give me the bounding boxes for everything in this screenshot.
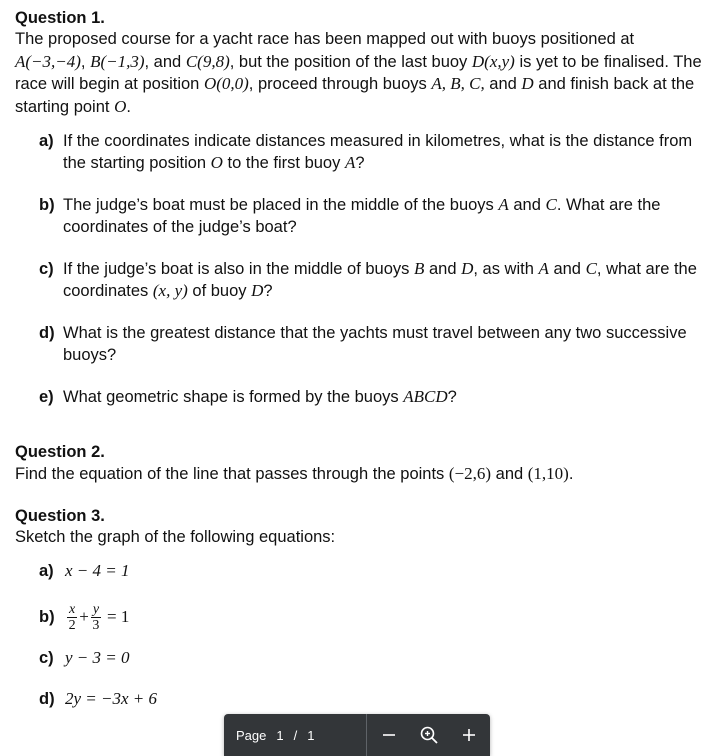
question-1a xyxy=(39,130,705,174)
equation-label: c) xyxy=(39,648,54,667)
part-text-run: ? xyxy=(447,388,457,406)
point-c: C(9,8) xyxy=(185,51,230,71)
part-text-run: and xyxy=(424,260,462,278)
part-label: b) xyxy=(39,196,55,214)
part-text-run: ? xyxy=(263,282,273,300)
question-1c xyxy=(39,258,705,302)
total-pages: 1 xyxy=(307,727,315,743)
part-text-run: If the judge’s boat is also in the middle of buoys xyxy=(63,260,414,278)
point-1: (−2,6) xyxy=(448,464,492,483)
q2-text-run: and xyxy=(491,465,528,483)
intro-text: , and xyxy=(144,52,186,71)
equation-label: b) xyxy=(39,607,55,626)
part-text-run: What geometric shape is formed by the buoys xyxy=(63,388,404,406)
question-1-intro xyxy=(15,29,705,118)
question-2-title: Question 2. xyxy=(15,443,105,461)
zoom-in-button[interactable] xyxy=(451,717,487,753)
equation-text: y − 3 = 0 xyxy=(65,648,130,667)
point-2: (1,10) xyxy=(527,464,569,483)
question-3-title: Question 3. xyxy=(15,506,105,525)
buoy-d: D xyxy=(521,74,534,93)
zoom-icon xyxy=(419,725,439,745)
math-var: D xyxy=(251,281,264,300)
page-separator: / xyxy=(293,727,298,743)
math-var: B xyxy=(414,259,425,278)
question-1-parts xyxy=(39,130,705,408)
math-var: A xyxy=(538,259,549,278)
math-var: (x, y) xyxy=(152,281,188,300)
minus-icon xyxy=(381,727,397,743)
question-3-intro: Sketch the graph of the following equations: xyxy=(15,527,336,546)
part-text-run: of buoy xyxy=(187,282,252,300)
intro-text: The proposed course for a yacht race has been mapped out with buoys positioned at xyxy=(15,30,635,48)
q2-text-run: Find the equation of the line that passes through the points xyxy=(15,465,449,483)
math-var: O xyxy=(210,153,223,172)
intro-text: , xyxy=(80,52,91,71)
part-text-run: , as with xyxy=(473,260,539,278)
part-label: c) xyxy=(39,260,54,278)
intro-text: and xyxy=(484,75,522,93)
part-text-run: , what are the coordinates xyxy=(63,260,697,300)
fraction-numerator: y xyxy=(92,601,100,617)
part-label: a) xyxy=(39,132,54,150)
math-var: A xyxy=(344,153,356,172)
math-var: D xyxy=(461,259,474,278)
equation-list xyxy=(39,560,705,710)
equation-rhs: = 1 xyxy=(107,607,130,626)
part-text-run: ? xyxy=(355,154,365,172)
zoom-fit-button[interactable] xyxy=(411,717,447,753)
part-text-run: . What are the coordinates of the judge’s boat? xyxy=(63,196,661,236)
part-label: e) xyxy=(39,388,54,406)
pdf-toolbar xyxy=(224,714,490,756)
point-o-ref: O xyxy=(114,96,127,116)
part-text-run: and xyxy=(548,260,586,278)
math-var: ABCD xyxy=(403,387,448,406)
part-text-run: If the coordinates indicate distances measured in kilometres, what is the distance from the starting position xyxy=(63,132,693,172)
part-text-run: The judge’s boat must be placed in the middle of the buoys xyxy=(63,196,499,214)
fraction-x-over-2 xyxy=(67,602,77,633)
plus-icon xyxy=(461,727,477,743)
part-text: What is the greatest distance that the yachts must travel between any two successive buoys? xyxy=(63,324,687,364)
intro-text: , proceed through buoys xyxy=(248,75,432,93)
point-b: B(−1,3) xyxy=(90,51,145,71)
intro-text: and finish back at the starting point xyxy=(15,75,695,116)
part-text xyxy=(63,386,705,408)
equation-label: d) xyxy=(39,689,55,708)
question-2-text xyxy=(15,463,705,486)
equation-text: 2y = −3x + 6 xyxy=(65,689,158,708)
intro-text: is yet to be finalised. The race will begin at position xyxy=(15,52,702,93)
math-var: C xyxy=(545,195,557,214)
part-text-run: to the first buoy xyxy=(222,154,345,172)
zoom-out-button[interactable] xyxy=(371,717,407,753)
question-1e xyxy=(39,386,705,408)
equation-c xyxy=(39,647,705,669)
part-text xyxy=(63,194,705,238)
equation-b xyxy=(39,597,705,637)
current-page-input[interactable]: 1 xyxy=(276,727,284,743)
equation-d xyxy=(39,688,705,710)
question-1-title: Question 1. xyxy=(15,9,105,27)
fraction-numerator: x xyxy=(69,601,76,617)
math-var: C xyxy=(585,259,597,278)
math-var: A xyxy=(498,195,509,214)
equation-a xyxy=(39,560,705,582)
plus-sign: + xyxy=(79,607,89,626)
question-2 xyxy=(15,442,705,486)
fraction-denominator: 3 xyxy=(92,617,100,633)
intro-text: . xyxy=(126,97,131,116)
question-1d xyxy=(39,322,705,366)
equation-label: a) xyxy=(39,561,54,580)
question-1b xyxy=(39,194,705,238)
fraction-y-over-3 xyxy=(91,602,101,633)
point-o: O(0,0) xyxy=(203,74,249,93)
part-text xyxy=(63,130,705,174)
point-d: D(x,y) xyxy=(471,51,515,71)
part-text xyxy=(63,258,705,302)
part-text-run: and xyxy=(508,196,546,214)
toolbar-divider xyxy=(366,714,367,756)
document-page xyxy=(15,8,705,729)
point-a: A(−3,−4) xyxy=(15,51,81,71)
buoy-list: A, B, C, xyxy=(431,74,485,93)
fraction-denominator: 2 xyxy=(68,617,76,633)
part-label: d) xyxy=(39,324,55,342)
q2-text-run: . xyxy=(568,465,574,483)
page-label: Page xyxy=(236,727,267,743)
page-indicator xyxy=(224,728,366,743)
intro-text: , but the position of the last buoy xyxy=(229,52,472,71)
question-3 xyxy=(15,506,705,711)
equation-text: x − 4 = 1 xyxy=(65,561,130,580)
